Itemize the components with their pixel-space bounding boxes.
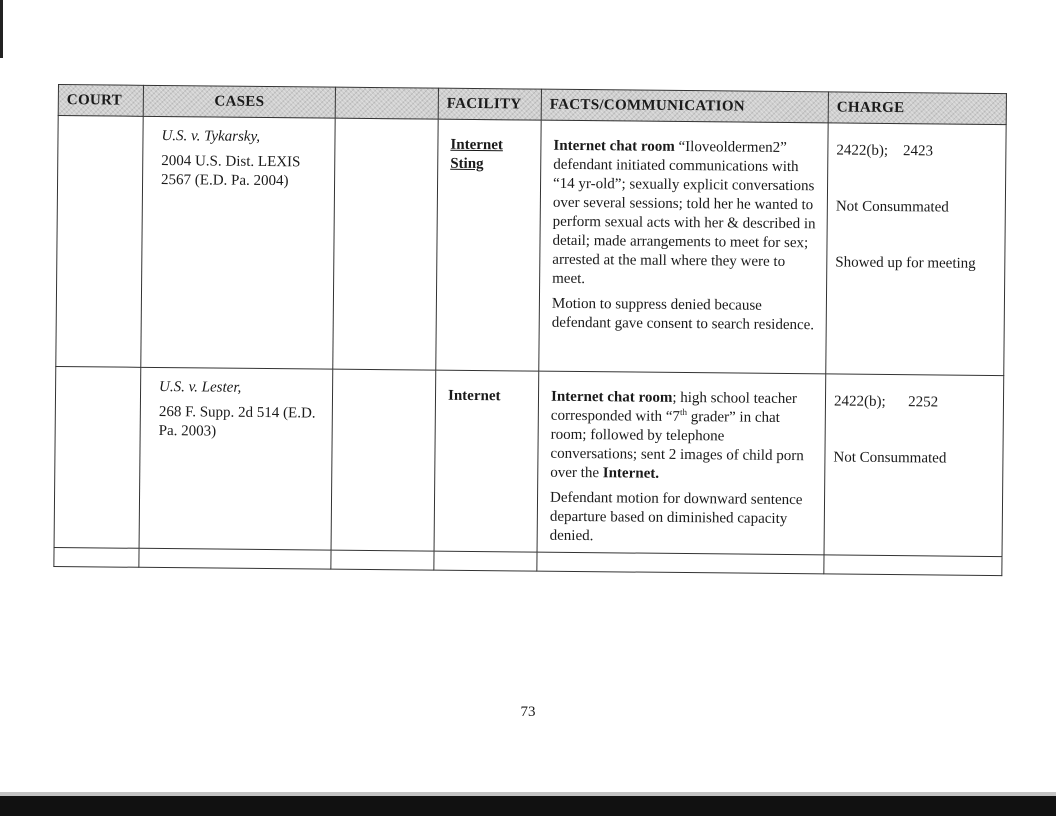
facts-cell — [537, 371, 826, 555]
facts-cell — [539, 120, 828, 374]
facility-cell — [434, 370, 539, 552]
facility-label: Internet — [447, 387, 501, 405]
charge-extra: Showed up for meeting — [835, 254, 976, 272]
header-facility: FACILITY — [438, 88, 541, 120]
page-number: 73 — [520, 704, 536, 720]
header-cases: CASES — [143, 85, 335, 118]
header-court: COURT — [58, 85, 143, 117]
charge-status: Not Consummated — [833, 449, 947, 467]
facility-internet-link[interactable]: Internet — [450, 136, 504, 154]
blank-cell — [331, 369, 436, 551]
facility-cell — [436, 119, 541, 371]
facility-sting-link[interactable]: Sting — [450, 155, 484, 173]
empty-cell — [139, 548, 331, 569]
table-row — [54, 366, 1004, 556]
facts-superscript: th — [679, 406, 688, 418]
charge-cell — [826, 123, 1006, 376]
cases-cell — [139, 367, 333, 550]
charge-codes: 2422(b); 2423 — [836, 142, 934, 160]
case-citation: 268 F. Supp. 2d 514 (E.D. Pa. 2003) — [158, 403, 316, 440]
facts-note: Defendant motion for downward sentence departure based on diminished capacity denied. — [549, 489, 803, 545]
facts-bold-end: Internet. — [602, 465, 660, 482]
header-charge: CHARGE — [828, 92, 1006, 125]
table-row — [56, 116, 1006, 376]
blank-cell — [333, 118, 438, 370]
cases-cell — [141, 116, 335, 369]
empty-cell — [824, 555, 1002, 576]
facts-body: “Iloveoldermen2” defendant initiated communications with “14 yr-old”; sexually explicit conversations over several sessions; told her he wanted to perform sexual acts with her & described in detail; made arrangements to meet for sex; arrested at the mall where they were to meet. — [552, 138, 816, 288]
case-name: U.S. v. Lester, — [159, 378, 242, 396]
court-cell — [54, 366, 141, 548]
charge-codes: 2422(b); 2252 — [833, 393, 939, 411]
header-blank — [335, 87, 438, 119]
facts-note: Motion to suppress denied because defendant gave consent to search residence. — [551, 295, 815, 334]
empty-cell — [434, 551, 537, 571]
empty-cell — [537, 552, 824, 574]
case-citation: 2004 U.S. Dist. LEXIS 2567 (E.D. Pa. 2004) — [161, 152, 301, 190]
case-table-wrapper — [53, 84, 1006, 576]
charge-status: Not Consummated — [835, 198, 949, 216]
case-table — [53, 84, 1007, 576]
page-edge-mark — [0, 0, 3, 58]
empty-cell — [331, 550, 434, 570]
facts-body-b: grader” in chat room; followed by telephone conversations; sent 2 images of child porn over the — [550, 409, 804, 482]
facts-lead: Internet chat room — [550, 388, 673, 406]
court-cell — [56, 116, 143, 368]
facts-paragraph — [552, 137, 817, 292]
facts-paragraph — [550, 388, 815, 486]
facts-body-a: ; high school teacher corresponded with “7 — [550, 389, 798, 425]
facts-lead: Internet chat room — [553, 137, 675, 155]
header-facts: FACTS/COMMUNICATION — [541, 89, 828, 123]
empty-cell — [54, 547, 139, 567]
charge-cell — [824, 374, 1004, 557]
case-name: U.S. v. Tykarsky, — [161, 127, 261, 145]
scan-border-bottom — [0, 796, 1056, 816]
